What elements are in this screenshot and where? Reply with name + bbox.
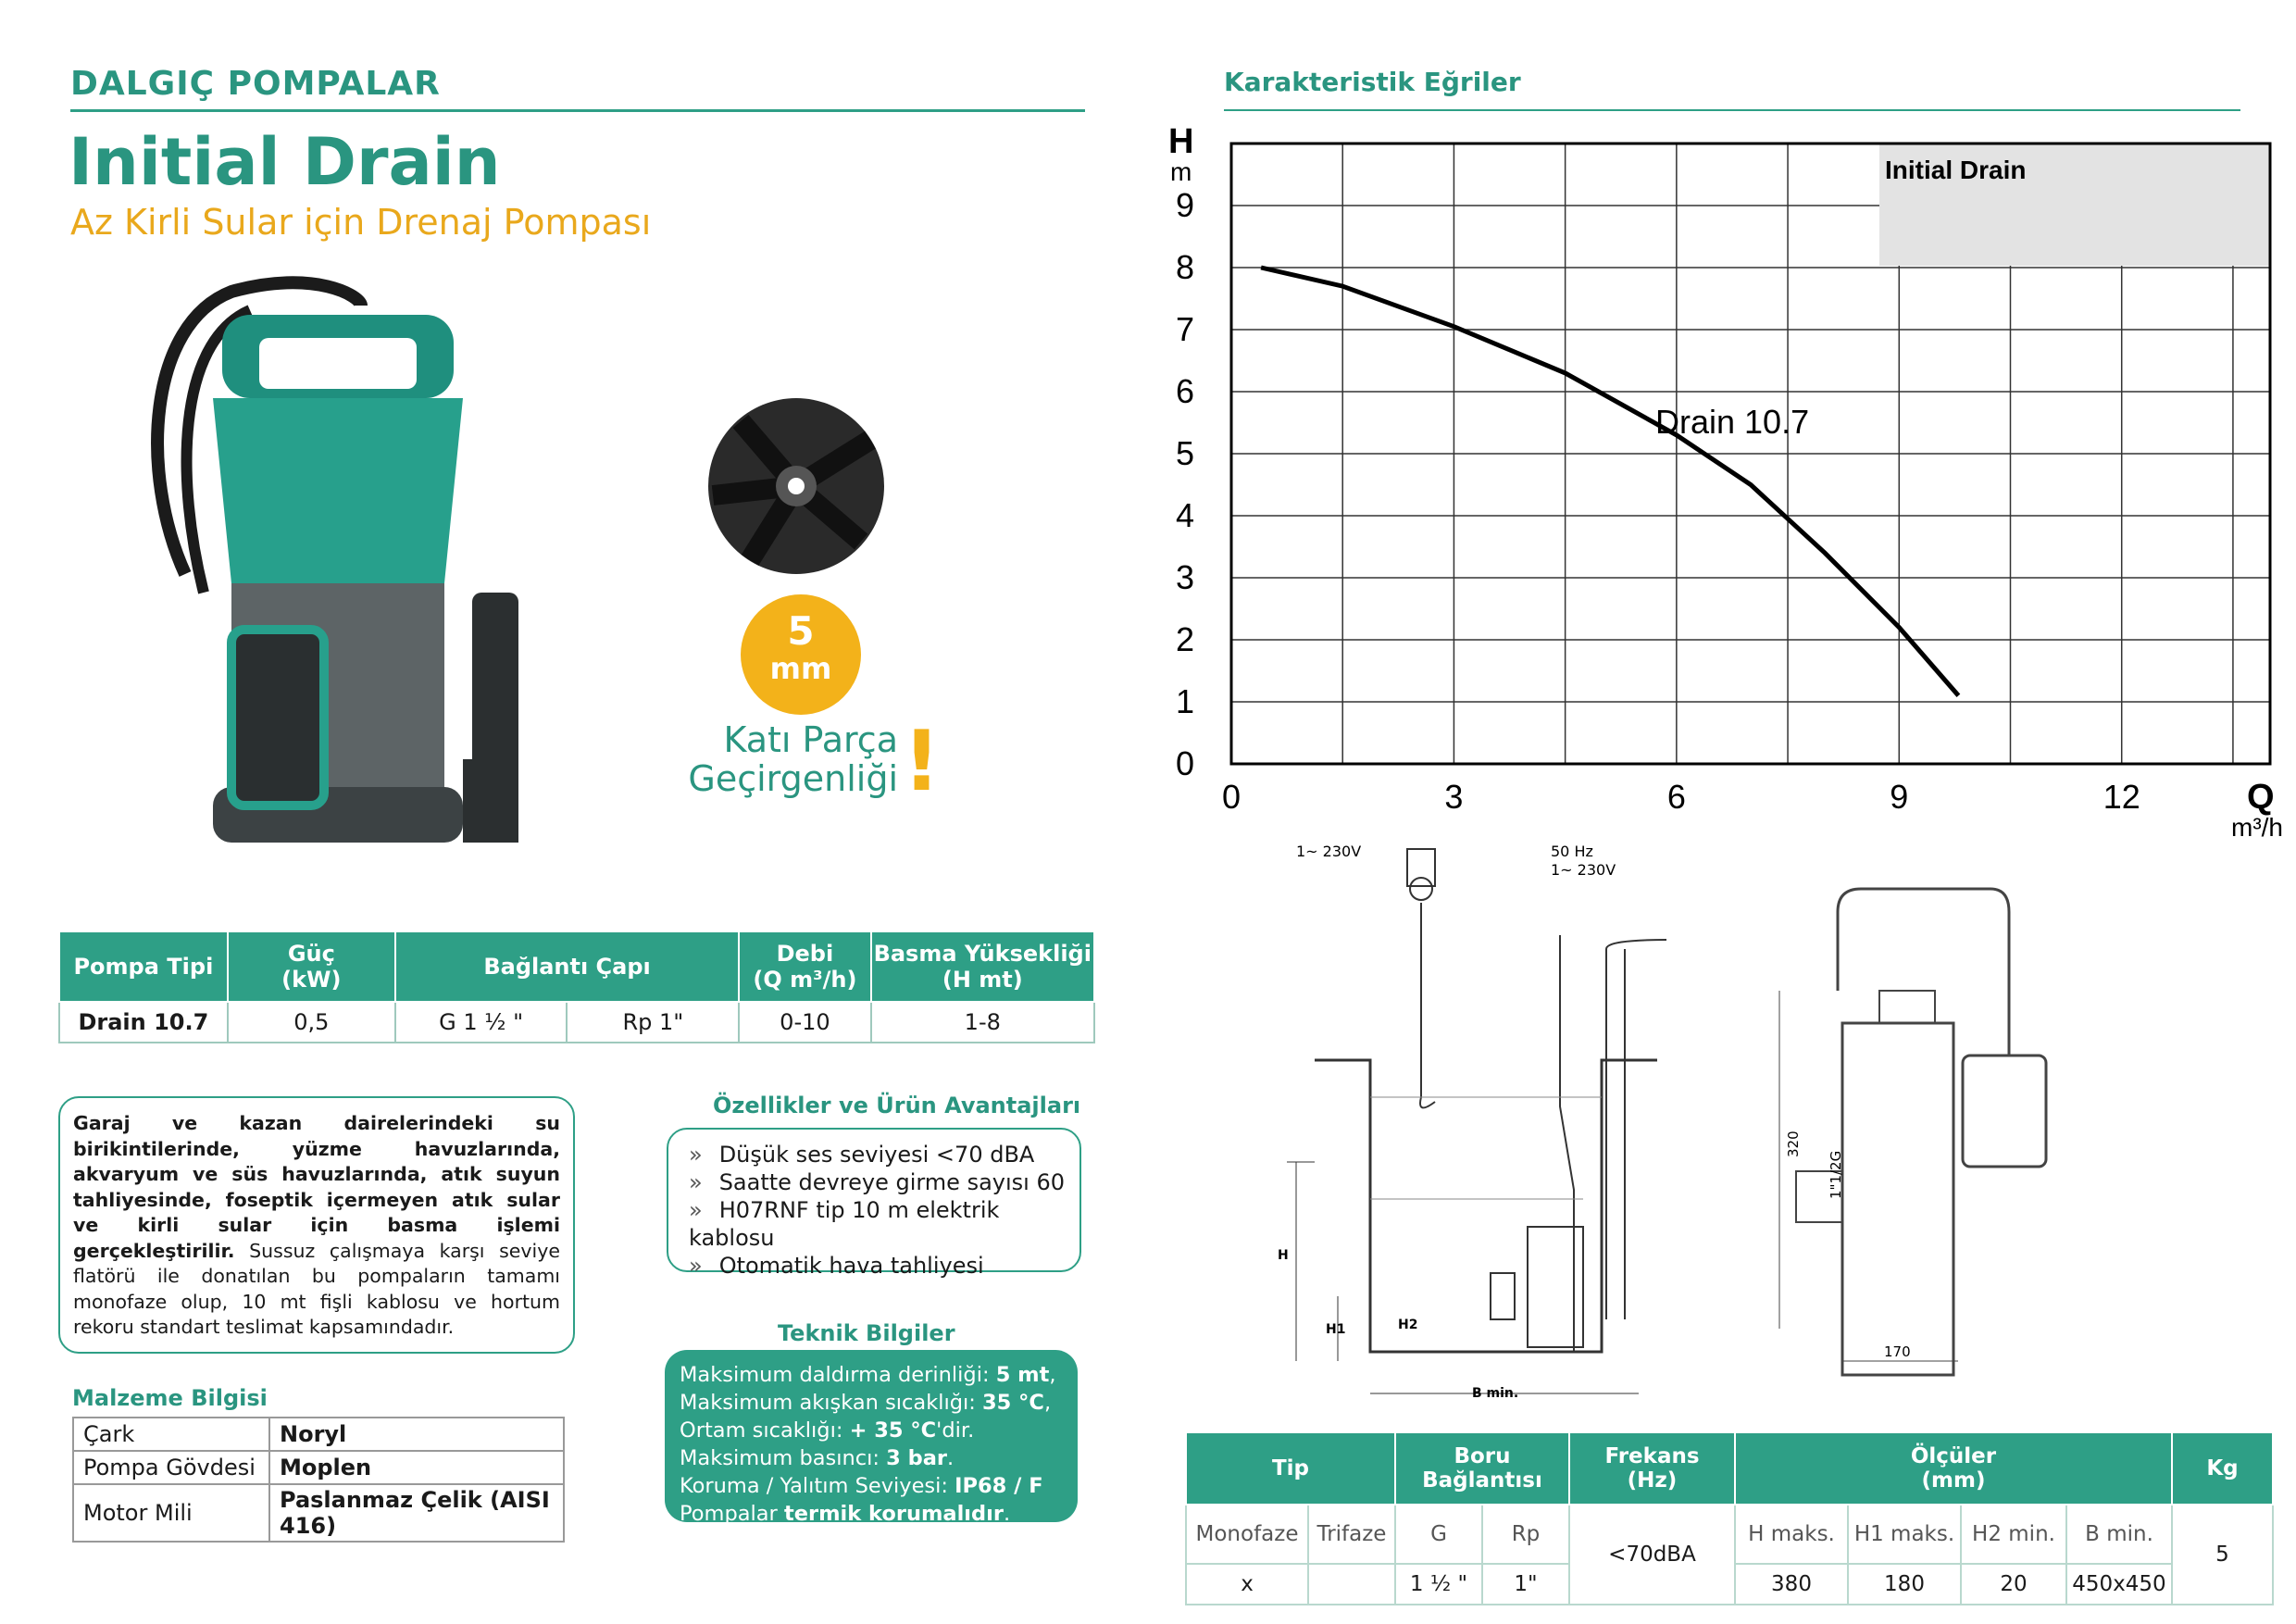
cell-power: 0,5 <box>228 1002 395 1043</box>
y-tick-label: 5 <box>1175 434 1195 472</box>
cell-h1-maks: 180 <box>1848 1564 1961 1605</box>
cell-trifaze <box>1308 1564 1395 1605</box>
th-head: Basma Yüksekliği (H mt) <box>871 931 1094 1002</box>
features-list <box>668 1141 1079 1280</box>
cell-conn-rp: Rp 1" <box>567 1002 739 1043</box>
dimension-drawing <box>1778 880 2083 1380</box>
description-bold: Garaj ve kazan dairelerindeki su birikintilerinde, yüzme havuzlarında, akvaryum ve süs havuzlarında, atık suyun tahliyesinde, foseptik içermeyen atık sular ve kirli sular için basma işlemi gerçekleştirilir. <box>73 1112 560 1262</box>
cell-flow: 0-10 <box>739 1002 870 1043</box>
technical-line: Pompalar termik korumalıdır. <box>680 1502 1011 1526</box>
chart-section-title: Karakteristik Eğriler <box>1224 67 1521 97</box>
chart-section-rule <box>1224 109 2240 111</box>
features-title: Özellikler ve Ürün Avantajları <box>713 1093 1081 1118</box>
sub-rp: Rp <box>1482 1505 1569 1564</box>
sub-h1-maks: H1 maks. <box>1848 1505 1961 1564</box>
legend-title: Initial Drain <box>1885 156 2027 184</box>
material-part: Pompa Gövdesi <box>73 1451 269 1484</box>
dim-170: 170 <box>1884 1343 1911 1360</box>
cell-h-maks: 380 <box>1735 1564 1848 1605</box>
dim-h1: H1 <box>1326 1322 1346 1337</box>
y-tick-label: 9 <box>1175 186 1195 224</box>
cell-pump-type: Drain 10.7 <box>59 1002 228 1043</box>
badge-exclamation: ! <box>903 713 942 810</box>
cell-conn-g: G 1 ½ " <box>395 1002 568 1043</box>
pump-image <box>120 269 546 898</box>
sub-h-maks: H maks. <box>1735 1505 1848 1564</box>
th-power: Güç (kW) <box>228 931 395 1002</box>
features-box <box>667 1128 1081 1279</box>
installation-diagram <box>1278 838 1666 1412</box>
technical-line: Maksimum daldırma derinliği: 5 mt, <box>680 1363 1056 1387</box>
product-subtitle: Az Kirli Sular için Drenaj Pompası <box>70 202 652 243</box>
sub-monofaze: Monofaze <box>1186 1505 1308 1564</box>
dim-h2: H2 <box>1398 1318 1418 1332</box>
header-rule <box>70 109 1085 112</box>
series-label: Drain 10.7 <box>1655 403 1810 441</box>
technical-title: Teknik Bilgiler <box>778 1320 955 1346</box>
series-line-drain-10-7 <box>1261 268 1958 695</box>
material-part: Motor Mili <box>73 1484 269 1542</box>
dimensions-table <box>1185 1431 2274 1605</box>
cell-head: 1-8 <box>871 1002 1094 1043</box>
dim-320: 320 <box>1785 1131 1802 1157</box>
technical-line: Maksimum akışkan sıcaklığı: 35 °C, <box>680 1391 1052 1415</box>
th-kg: Kg <box>2172 1432 2273 1505</box>
y-tick-label: 7 <box>1175 310 1195 348</box>
cell-monofaze: x <box>1186 1564 1308 1605</box>
feature-item: » Saatte devreye girme sayısı 60 <box>689 1168 1079 1196</box>
y-axis-label: H <box>1168 122 1194 161</box>
sub-b-min: B min. <box>2066 1505 2172 1564</box>
y-tick-label: 4 <box>1175 496 1195 534</box>
cell-frekans: <70dBA <box>1569 1505 1735 1605</box>
technical-line: Koruma / Yalıtım Seviyesi: IP68 / F <box>680 1474 1043 1498</box>
materials-title: Malzeme Bilgisi <box>72 1385 268 1411</box>
sub-h2-min: H2 min. <box>1961 1505 2066 1564</box>
power-label-2a: 50 Hz <box>1551 843 1593 860</box>
cell-h2-min: 20 <box>1961 1564 2066 1605</box>
th-boru: Boru Bağlantısı <box>1395 1432 1569 1505</box>
material-part: Çark <box>73 1418 269 1451</box>
dim-bmin: B min. <box>1472 1386 1519 1401</box>
sub-g: G <box>1395 1505 1482 1564</box>
x-axis-label: Q <box>2247 778 2275 817</box>
x-tick-label: 9 <box>1890 778 1909 816</box>
particle-size-badge <box>741 594 861 715</box>
technical-box <box>665 1350 1078 1526</box>
x-tick-label: 3 <box>1444 778 1464 816</box>
dim-g: 1"1/2G <box>1828 1150 1844 1199</box>
feature-item: » Otomatik hava tahliyesi <box>689 1252 1079 1280</box>
y-tick-label: 6 <box>1175 372 1195 410</box>
x-tick-label: 0 <box>1221 778 1242 816</box>
badge-unit: mm <box>769 651 832 686</box>
badge-line1: Katı Parça <box>723 719 898 760</box>
feature-item: » Düşük ses seviyesi <70 dBA <box>689 1141 1079 1168</box>
product-title: Initial Drain <box>69 124 501 200</box>
cell-kg: 5 <box>2172 1505 2273 1605</box>
th-olculer: Ölçüler (mm) <box>1735 1432 2172 1505</box>
description-normal: Sussuz çalışmaya karşı seviye flatörü ile donatılan bu pompaların tamamı monofaze olup, 10 mt fişli kablosu ve hortum rekoru standart teslimat kapsamındadır. <box>73 1239 560 1338</box>
x-tick-label: 12 <box>2103 778 2140 816</box>
x-axis-unit: m³/h <box>2231 813 2283 842</box>
impeller-image <box>704 394 898 579</box>
th-flow: Debi (Q m³/h) <box>739 931 870 1002</box>
th-pump-type: Pompa Tipi <box>59 931 228 1002</box>
materials-table <box>72 1417 565 1543</box>
y-tick-label: 8 <box>1175 248 1195 286</box>
sub-trifaze: Trifaze <box>1308 1505 1395 1564</box>
y-tick-label: 1 <box>1175 682 1195 720</box>
badge-line2: Geçirgenliği <box>688 758 898 799</box>
th-tip: Tip <box>1186 1432 1395 1505</box>
cell-rp: 1" <box>1482 1564 1569 1605</box>
material-value: Noryl <box>269 1418 564 1451</box>
th-connection: Bağlantı Çapı <box>395 931 739 1002</box>
material-value: Paslanmaz Çelik (AISI 416) <box>269 1484 564 1542</box>
power-label-2b: 1~ 230V <box>1551 861 1616 879</box>
badge-value: 5 <box>787 608 815 654</box>
technical-line: Ortam sıcaklığı: + 35 °C'dir. <box>680 1418 975 1443</box>
x-tick-label: 6 <box>1666 778 1686 816</box>
feature-item: » H07RNF tip 10 m elektrik kablosu <box>689 1196 1079 1252</box>
y-tick-label: 0 <box>1175 744 1195 782</box>
technical-line: Maksimum basıncı: 3 bar. <box>680 1446 955 1470</box>
cell-b-min: 450x450 <box>2066 1564 2172 1605</box>
power-label-1: 1~ 230V <box>1296 843 1362 860</box>
badge-caption <box>685 720 898 798</box>
dim-h: H <box>1278 1248 1289 1263</box>
spec-table <box>58 931 1095 1043</box>
y-axis-unit: m <box>1170 157 1192 186</box>
category-title: DALGIÇ POMPALAR <box>70 65 441 103</box>
material-value: Moplen <box>269 1451 564 1484</box>
th-frekans: Frekans (Hz) <box>1569 1432 1735 1505</box>
description-box <box>58 1096 575 1354</box>
y-tick-label: 3 <box>1175 558 1195 596</box>
characteristic-chart <box>1157 116 2296 856</box>
y-tick-label: 2 <box>1175 620 1195 658</box>
cell-g: 1 ½ " <box>1395 1564 1482 1605</box>
